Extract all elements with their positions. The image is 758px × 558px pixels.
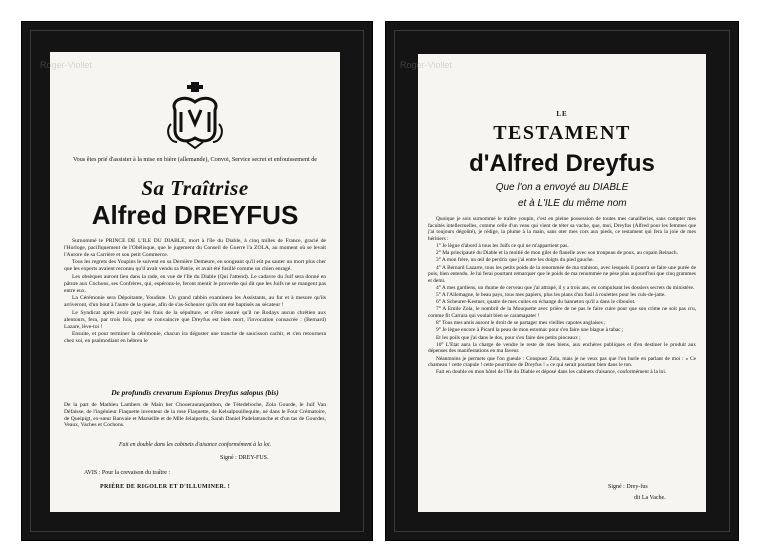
left-paragraph: La Cérémonie sera Dépoitante, Youdiste. Un grand rabbin examinera les Assistants, au fur et à mesure qu'ils arriveront, d'un bout à l'autre de la queue, afin de s'as-Scheurer qu'ils ont été baptisés au sécateur ! — [64, 295, 326, 309]
heading-le: LE — [556, 110, 568, 118]
right-testament-card — [386, 22, 738, 540]
signature-line: Signé : DREY-FUS. — [220, 455, 269, 461]
right-paragraph: Et les poils que j'ai dans le dos, pour s'en faire des petits pinceaux ; — [436, 334, 581, 341]
left-paragraph: Le Syndicat après avoir payé les frais de la sépulture, et s'être assuré qu'il ne Rodays aucun chrétien aux alentours, fera, par trois fois, pour se convaincre que Dreyfus est bien mort, l'invocation consacrée : (Bernard) Lazare, lève-toi ! — [64, 309, 326, 330]
right-paragraph: 4° A mes gardiens, un rhume de cerveau que j'ai attrapé, il y a trois ans, en compulsant les dossiers secrets du ministère. — [436, 284, 695, 291]
title-sa-traitrise: Sa Traîtrise — [141, 176, 249, 200]
right-paragraph: 5° A l'Allemagne, le beau pays, tous mes papiers, plus les plans d'un fusil à roulettes pour les culs-de-jatte. — [436, 292, 666, 299]
right-sheet — [418, 54, 706, 512]
watermark-text: Roger-Viollet — [400, 60, 452, 70]
right-paragraph: Fait en double en mon hôtel de l'Ile du Diable et déposé dans les cabinets d'aisance, conformément à la loi. — [436, 369, 667, 376]
de-la-part-paragraph: De la part de Mathieu Lambers de Main her Chouerautanjambon, de Tétedeboche, Zola Gourde, le Juif Van Défaisse, de l'ingénieur Flaquette inventeur de la rose Flaquette, de Kelsalpouillequite, né dans le Four Crématoire, de Queipigt, ex-sœur Banvaie et Marseille et de Mlle Jelaiperdu, Sarah Daniel Padelatranche et d'un tas de Gourdes, Veaux, Vaches et Cochons. — [64, 402, 326, 429]
subtitle-line-1: Que l'on a envoyé au DIABLE — [495, 182, 629, 193]
right-paragraph: 7° A Emile Zola, le nombril de la Mouquette avec prière de ne pas le faire cuire pour que son crime ne soit pas cru, comme fit Carrara qui voulait bien se caramapater ! — [428, 306, 696, 320]
right-paragraph: 6° A Scheurer-Kestner, quatre de mes cuites en échange du hanneton qu'il a dans le ciboulot. — [436, 299, 636, 306]
right-paragraph: 4° A Bernard Lazarre, tous les petits poids de la renommée de ma trahison, avec lesquels il pourra se faire une purée de pois, bien entendu. Je lui ferai pourtant remarquer que le poids de ma renommée ne pèse plus aujourd'hui que cinq grammes et demi. — [428, 264, 696, 284]
title-alfred-dreyfus: Alfred DREYFUS — [91, 200, 299, 230]
right-paragraph: Néanmoins je permets que l'on gueule : Conspuez Zola, mais je ne veux pas que l'on hurle en parlant de moi : « Ce chameau ! cette crapule ! cette pourriture de Dreyfus ! » ce qui serait pourtant bien dans le ton. — [428, 355, 696, 369]
right-paragraph: 9° Je lègue encore à Picard la peau de mon estomac pour s'en faire une blague à tabac ; — [436, 327, 624, 334]
priere-line: PRIÈRE DE RIGOLER ET D'ILLUMINER. ! — [100, 484, 231, 490]
right-paragraph: 10° L'Etat aura la charge de vendre le reste de mes biens, aux enchères publiques et d'en destiner le produit aux dépenses des manifestations en ma faveur. — [428, 341, 696, 355]
right-body-text — [428, 216, 696, 377]
fait-en-double-line: Fait en double dans les cabinets d'aisance conformément à la loi. — [118, 442, 272, 448]
left-sheet — [50, 52, 340, 512]
right-paragraph: Quoique je sois surnommé le traître youpin, c'est en pleine possession de toutes mes canailleries, sans compter mes facultés intellectuelles, comme celle d'un veau qui vient de téter sa vache, que, moi, Dreyfus (Alfred pour les femmes que j'ai toujours dégoûté), je rédige, la plume à la main, sans oter mes cors aux pieds, ce testament qui fera la joie de mes héritiers : — [428, 216, 696, 242]
right-dit-line: dit La Vache. — [634, 495, 666, 501]
subtitle-line-2: et à L'ILE du même nom — [518, 198, 627, 209]
left-paragraph: Les obsèques auront lieu dans la rade, en vue de l'Ile du Diable (Qui l'attend). Le cadavre du Juif sera donné en pâture aux Cochons, ses Confrères, qui, espérons-le, feront mentir le proverbe qui dit que les Juifs ne se mangent pas entre eux. — [64, 273, 326, 294]
heading-testament: TESTAMENT — [493, 122, 631, 144]
heading-alfred-dreyfus: d'Alfred Dreyfus — [469, 150, 655, 177]
right-signature-line: Signé : Drey-fus — [608, 484, 648, 490]
avis-line: AVIS : Pour la crevaison du traître : — [84, 470, 171, 476]
monogram-emblem-icon — [165, 80, 225, 150]
de-profundis-line: De profundis crevarum Espionus Dreyfus salopus (bis) — [111, 388, 279, 397]
right-paragraph: 8° Tous mes amis auront le droit de se partager mes vieilles capotes anglaises ; — [436, 320, 606, 327]
left-paragraph: Surnommé le PRINCE DE L'ILE DU DIABLE, mort à l'île du Diable, à cinq milles de France, gracié de l'Horloge, pacifiquement de l'Obélisque, que le jugement du Conseil de Guerre l'a ZOLA, au moment où se levait l'Aurore de sa Carrière et son petit Commerce. — [64, 238, 326, 258]
right-paragraph: 3° A mon frère, un œil de perdrix que j'ai entre les doigts du pied gauche. — [436, 257, 594, 264]
right-paragraph: 1° Je lègue d'abord à tous les Juifs ce qui ne m'appartient pas. — [436, 242, 569, 249]
invitation-line: Vous êtes prié d'assister à la mise en bière (allemande), Convoi, Service secret et enfouissement de — [72, 156, 318, 163]
right-paragraph: 2° Ma principauté du Diable et la moitié de mon gilet de flanelle avec son tronpeau de poux, au copain Reinach. — [436, 250, 678, 257]
watermark-text: Roger-Viollet — [40, 60, 92, 70]
left-paragraph: Ensuite, et pour terminer la cérémonie, chacun ira déguster une tranche de saucisson cachir, et s'en retournera chez soi, en psalmodiant en hébreu le — [64, 331, 326, 345]
left-body-text — [64, 238, 326, 346]
left-mourning-card — [22, 22, 372, 540]
left-paragraph: Tous les regrets des Youpins le suivent en sa Dernière Demeure, en songeant qu'il eût pu sauter un mort plus cher que les experts avaient reconnu qu'il avait vendu sa Patrie, et avait été fusillé comme un chien enragé. — [64, 259, 326, 273]
